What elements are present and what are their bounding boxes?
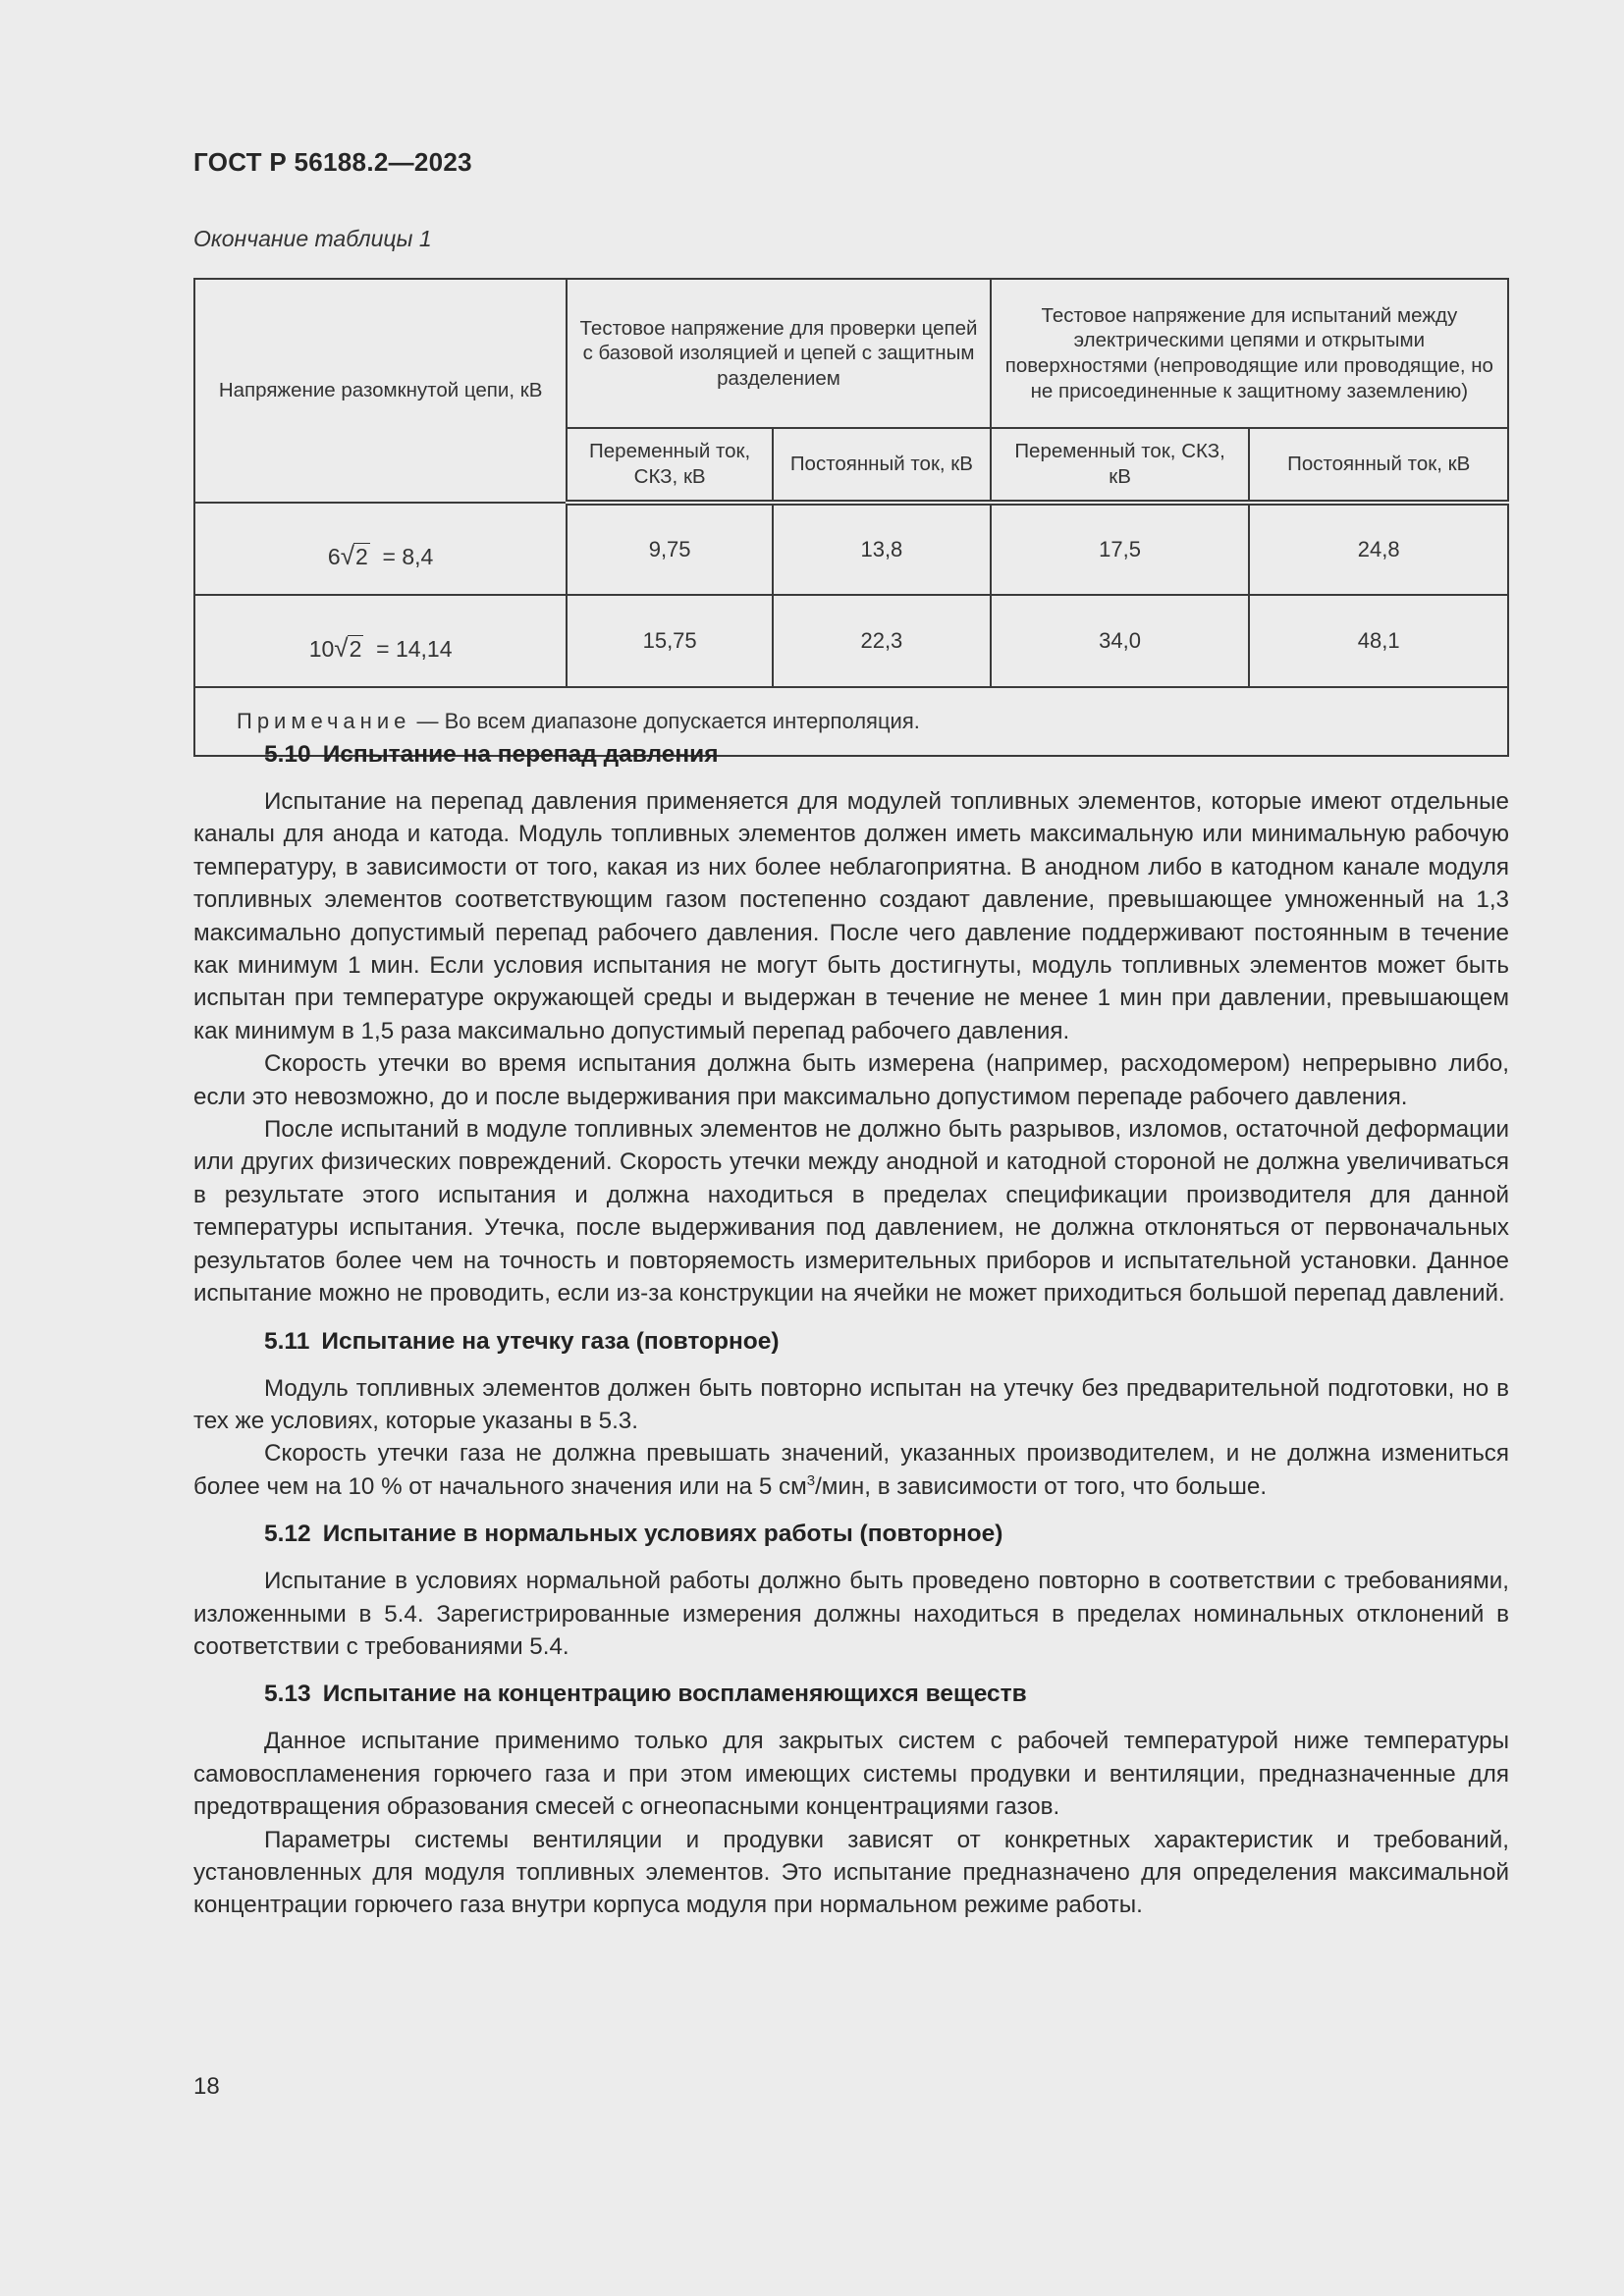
- header-basic-insulation-test: Тестовое напряжение для проверки цепей с базовой изоляцией и цепей с защитным разделением: [567, 279, 991, 428]
- section-title: Испытание на концентрацию воспламеняющихся веществ: [322, 1681, 1027, 1708]
- value-cell: 24,8: [1249, 503, 1508, 595]
- section-heading-5-10: [193, 738, 1509, 771]
- section-heading-5-12: [193, 1518, 1509, 1550]
- paragraph: Испытание на перепад давления применяется для модулей топливных элементов, которые имеют отдельные каналы для анода и катода. Модуль топливных элементов должен иметь максимальную или минимальную рабочую температуру, в зависимости от того, какая из них более неблагоприятна. В анодном либо в катодном канале модуля топливных элементов соответствующим газом постепенно создают давление, превышающее умноженный на 1,3 максимально допустимый перепад рабочего давления. После чего давление поддерживают постоянным в течение как минимум 1 мин. Если условия испытания не могут быть достигнуты, модуль топливных элементов может быть испытан при температуре окружающей среды и выдержан в течение не менее 1 мин при давлении, превышающем как минимум в 1,5 раза максимально допустимый перепад рабочего давления.: [193, 788, 1509, 1044]
- voltage-cell: [194, 503, 567, 595]
- section-title: Испытание на перепад давления: [322, 741, 719, 768]
- radical-sign-icon: √: [340, 540, 354, 570]
- value-cell: 13,8: [773, 503, 991, 595]
- coefficient: 10: [308, 635, 335, 662]
- table-header-row: [194, 279, 1508, 428]
- table-row: [194, 595, 1508, 687]
- section-number: 5.10: [264, 741, 311, 768]
- radical-sign-icon: √: [334, 632, 349, 663]
- value-cell: 22,3: [773, 595, 991, 687]
- value-cell: 48,1: [1249, 595, 1508, 687]
- paragraph: Параметры системы вентиляции и продувки зависят от конкретных характеристик и требований, установленных для модуля топливных элементов. Это испытание предназначено для определения максимальной концентрации горючего газа внутри корпуса модуля при нормальном режиме работы.: [193, 1826, 1509, 1919]
- square-root: [341, 540, 370, 572]
- paragraph: Модуль топливных элементов должен быть повторно испытан на утечку без предварительной подготовки, но в тех же условиях, которые указаны в 5.3.: [193, 1374, 1509, 1434]
- value-cell: 9,75: [567, 503, 773, 595]
- section-heading-5-11: [193, 1325, 1509, 1358]
- section-title: Испытание в нормальных условиях работы (повторное): [322, 1521, 1003, 1548]
- paragraph: [193, 1437, 1509, 1503]
- subheader-dc-2: Постоянный ток, кВ: [1249, 428, 1508, 503]
- note-label: Примечание: [237, 709, 411, 734]
- subheader-dc-1: Постоянный ток, кВ: [773, 428, 991, 503]
- value-cell: 34,0: [991, 595, 1250, 687]
- page-number: 18: [193, 2073, 220, 2100]
- table-row: [194, 503, 1508, 595]
- square-root: [334, 632, 363, 665]
- subheader-ac-2: Переменный ток, СКЗ, кВ: [991, 428, 1250, 503]
- section-number: 5.13: [264, 1681, 311, 1708]
- superscript: 3: [806, 1471, 816, 1489]
- note-text: — Во всем диапазоне допускается интерполяция.: [416, 709, 920, 734]
- section-number: 5.12: [264, 1521, 311, 1548]
- value-cell: 15,75: [567, 595, 773, 687]
- voltage-result: = 8,4: [382, 543, 434, 569]
- value-cell: 17,5: [991, 503, 1250, 595]
- header-open-circuit-voltage: Напряжение разомкнутой цепи, кВ: [194, 279, 567, 503]
- radicand: 2: [354, 543, 368, 569]
- paragraph-text: /мин, в зависимости от того, что больше.: [815, 1472, 1268, 1500]
- section-number: 5.11: [264, 1327, 310, 1355]
- voltage-table: [193, 278, 1509, 757]
- voltage-result: = 14,14: [376, 635, 453, 662]
- section-heading-5-13: [193, 1678, 1509, 1710]
- voltage-cell: [194, 595, 567, 687]
- subheader-ac-1: Переменный ток, СКЗ, кВ: [567, 428, 773, 503]
- document-header: ГОСТ Р 56188.2—2023: [193, 147, 472, 177]
- coefficient: 6: [327, 543, 341, 569]
- document-body: [193, 738, 1509, 1922]
- paragraph: После испытаний в модуле топливных элементов не должно быть разрывов, изломов, остаточной деформации или других физических повреждений. Скорость утечки между анодной и катодной стороной не должна увеличиваться в результате этого испытания и должна находиться в пределах спецификации производителя для данной температуры испытания. Утечка, после выдерживания под давлением, не должна отклоняться от первоначальных результатов более чем на точность и повторяемость измерительных приборов и испытательной установки. Данное испытание можно не проводить, если из-за конструкции на ячейки не может приходиться большой перепад давлений.: [193, 1116, 1509, 1308]
- table-caption: Окончание таблицы 1: [193, 226, 432, 251]
- radicand: 2: [349, 635, 362, 662]
- paragraph: Данное испытание применимо только для закрытых систем с рабочей температурой ниже температуры самовоспламенения горючего газа и при этом имеющих системы продувки и вентиляции, предназначенные для предотвращения образования смесей с огнеопасными концентрациями газов.: [193, 1728, 1509, 1821]
- paragraph: Испытание в условиях нормальной работы должно быть проведено повторно в соответствии с требованиями, изложенными в 5.4. Зарегистрированные измерения должны находиться в пределах номинальных отклонений в соответствии с требованиями 5.4.: [193, 1568, 1509, 1660]
- header-surface-test: Тестовое напряжение для испытаний между электрическими цепями и открытыми поверхностями (непроводящие или проводящие, но не присоединенные к защитному заземлению): [991, 279, 1508, 428]
- paragraph-text: Скорость утечки газа не должна превышать значений, указанных производителем, и не должна измениться более чем на 10 % от начального значения или на 5 см: [193, 1440, 1509, 1500]
- section-title: Испытание на утечку газа (повторное): [321, 1327, 780, 1355]
- paragraph: Скорость утечки во время испытания должна быть измерена (например, расходомером) непрерывно либо, если это невозможно, до и после выдерживания при максимально допустимом перепаде рабочего давления.: [193, 1050, 1509, 1110]
